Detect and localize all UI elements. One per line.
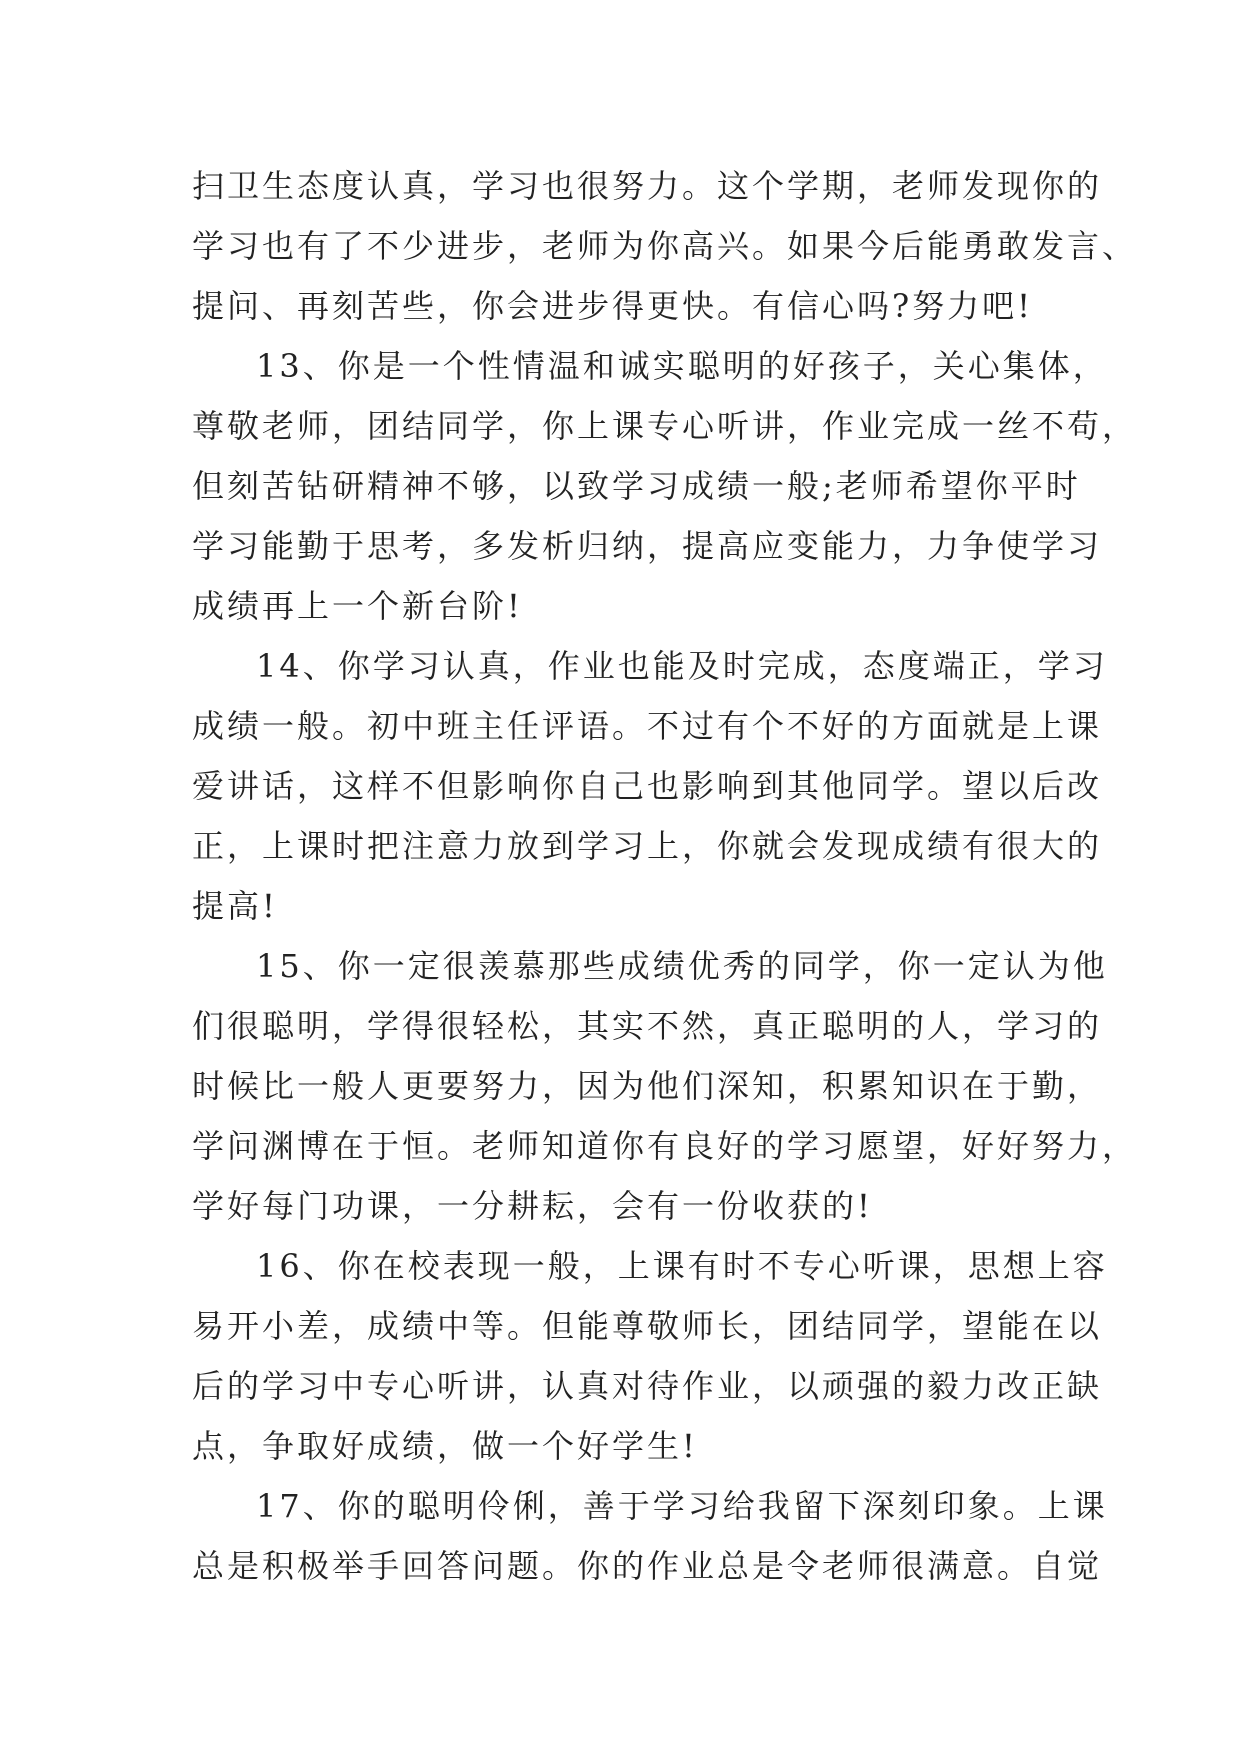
text-line: 尊敬老师，团结同学，你上课专心听讲，作业完成一丝不苟， (192, 407, 1138, 445)
text-line: 学问渊博在于恒。老师知道你有良好的学习愿望，好好努力， (192, 1127, 1138, 1165)
text-line: 提高! (192, 887, 278, 925)
text-line: 们很聪明，学得很轻松，其实不然，真正聪明的人，学习的 (192, 1007, 1103, 1045)
text-line: 扫卫生态度认真，学习也很努力。这个学期，老师发现你的 (192, 167, 1103, 205)
text-line: 学好每门功课，一分耕耘，会有一份收获的! (192, 1187, 873, 1225)
text-line: 提问、再刻苦些，你会进步得更快。有信心吗?努力吧! (192, 287, 1034, 325)
paragraph-16-start: 16、你在校表现一般，上课有时不专心听课，思想上容 (256, 1247, 1108, 1285)
text-line: 成绩再上一个新台阶! (192, 587, 523, 625)
text-line: 学习也有了不少进步，老师为你高兴。如果今后能勇敢发言、 (192, 227, 1138, 265)
text-line: 点，争取好成绩，做一个好学生! (192, 1427, 698, 1465)
paragraph-14-start: 14、你学习认真，作业也能及时完成，态度端正，学习 (256, 647, 1108, 685)
text-line: 成绩一般。初中班主任评语。不过有个不好的方面就是上课 (192, 707, 1103, 745)
paragraph-13-start: 13、你是一个性情温和诚实聪明的好孩子，关心集体， (256, 347, 1108, 385)
text-line: 但刻苦钻研精神不够，以致学习成绩一般;老师希望你平时 (192, 467, 1081, 505)
text-line: 时候比一般人更要努力，因为他们深知，积累知识在于勤， (192, 1067, 1103, 1105)
text-line: 正，上课时把注意力放到学习上，你就会发现成绩有很大的 (192, 827, 1103, 865)
text-line: 爱讲话，这样不但影响你自己也影响到其他同学。望以后改 (192, 767, 1103, 805)
paragraph-17-start: 17、你的聪明伶俐，善于学习给我留下深刻印象。上课 (256, 1487, 1108, 1525)
text-line: 总是积极举手回答问题。你的作业总是令老师很满意。自觉 (192, 1547, 1103, 1585)
document-body (192, 156, 1138, 1596)
text-line: 学习能勤于思考，多发析归纳，提高应变能力，力争使学习 (192, 527, 1103, 565)
text-line: 后的学习中专心听讲，认真对待作业，以顽强的毅力改正缺 (192, 1367, 1103, 1405)
text-line: 易开小差，成绩中等。但能尊敬师长，团结同学，望能在以 (192, 1307, 1103, 1345)
paragraph-15-start: 15、你一定很羡慕那些成绩优秀的同学，你一定认为他 (256, 947, 1108, 985)
